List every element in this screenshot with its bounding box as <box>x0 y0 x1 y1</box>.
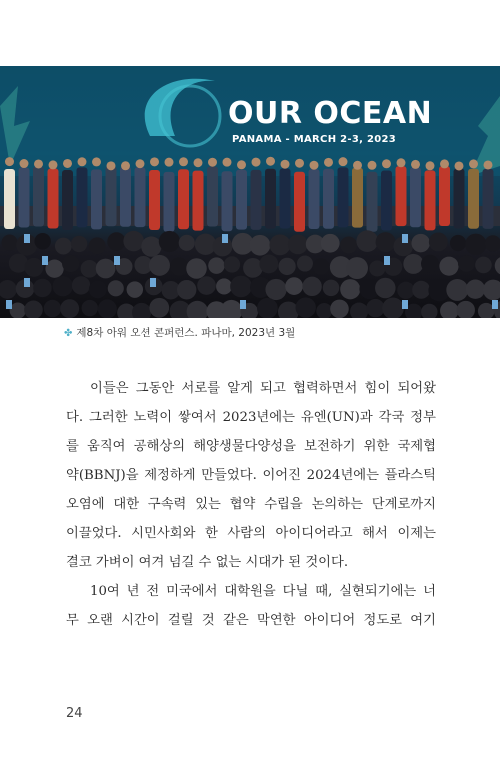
body-line: 오염에 대한 구속력 있는 협약 수립을 논의하는 단계로까지 <box>66 497 436 512</box>
body-text <box>66 374 436 635</box>
caption-text: 제8차 아워 오션 콘퍼런스. 파나마, 2023년 3월 <box>76 327 296 339</box>
page-number: 24 <box>66 706 83 721</box>
body-line: 이끌었다. 시민사회와 한 사람의 아이디어라고 해서 이제는 <box>66 526 436 541</box>
body-line: 결코 가벼이 여겨 넘길 수 없는 시대가 된 것이다. <box>66 555 349 570</box>
body-line: 무 오랜 시간이 걸릴 것 같은 막연한 아이디어 정도로 여기 <box>66 613 436 628</box>
body-line: 다. 그러한 노력이 쌓여서 2023년에는 유엔(UN)과 각국 정부 <box>66 410 436 425</box>
banner-subtitle: PANAMA - MARCH 2-3, 2023 <box>232 134 397 145</box>
body-line: 를 움직여 공해상의 해양생물다양성을 보전하기 위한 국제협 <box>66 439 436 454</box>
body-line: 10여 년 전 미국에서 대학원을 다닐 때, 실현되기에는 너 <box>90 584 436 599</box>
conference-photo <box>0 66 500 318</box>
photo-caption <box>64 325 295 340</box>
caption-marker-icon: ✤ <box>64 328 73 339</box>
banner-title: OUR OCEAN <box>228 96 433 131</box>
body-line: 약(BBNJ)을 제정하게 만들었다. 이어진 2024년에는 플라스틱 <box>66 468 436 483</box>
body-line: 이들은 그동안 서로를 알게 되고 협력하면서 힘이 되어왔 <box>90 381 436 396</box>
